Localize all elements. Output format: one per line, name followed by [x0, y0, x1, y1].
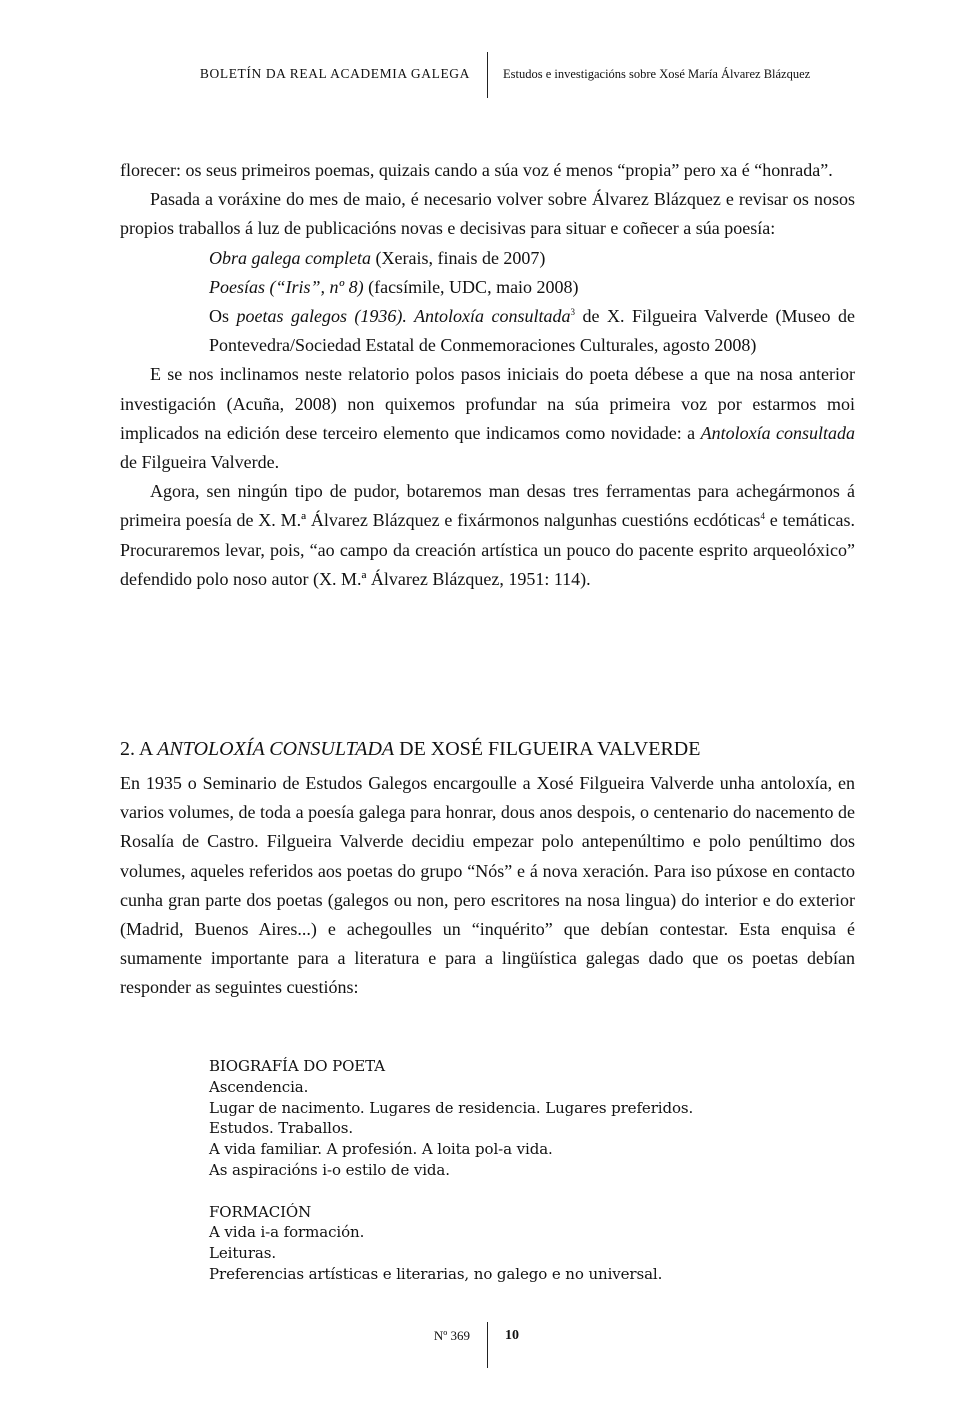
publication-item: Os poetas galegos (1936). Antoloxía consultada$^3$ de X. Filgueira Valverde (Museo de Pontevedra/Sociedad Estatal de Conmemoraciones Culturales, agosto 2008) [209, 306, 855, 356]
footer-divider [487, 1322, 488, 1368]
questionnaire-item: Preferencias artísticas e literarias, no galego e no universal. [209, 1264, 663, 1283]
paragraph: Agora, sen ningún tipo de pudor, botaremos man desas tres ferramentas para achegármonos á primeira poesía de X. M.ª Álvarez Blázquez e fixármonos nalgunhas cuestións ecdóticas$^4$ e temáticas. Procuraremos levar, pois, “ao campo da creación artística un pouco do pacente esprito arqueolóxico” defendido polo noso autor (X. M.ª Álvarez Blázquez, 1951: 114). [120, 481, 855, 589]
publication-item: Poesías (“Iris”, nº 8) (facsímile, UDC, maio 2008) [209, 276, 579, 297]
paragraph: E se nos inclinamos neste relatorio polos pasos iniciais do poeta débese a que na nosa anterior investigación (Acuña, 2008) non quixemos profundar na súa primeira voz por estarmos moi implicados na edición dese terceiro elemento que indicamos como novidade: a Antoloxía consultada de Filgueira Valverde. [120, 364, 855, 473]
questionnaire-item: Lugar de nacimento. Lugares de residencia. Lugares preferidos. [209, 1098, 694, 1117]
paragraph: En 1935 o Seminario de Estudos Galegos encargoulle a Xosé Filgueira Valverde unha antoloxía, en varios volumes, de toda a poesía galega para honrar, dous anos despois, o centenario do nacemento de Rosalía de Castro. Filgueira Valverde decidiu empezar polo antepenúltimo e polo penúltimo dos volumes, aqueles referidos aos poetas do grupo “Nós” e á nova xeración. Para iso púxose en contacto cunha gran parte dos poetas (galegos ou non, pero escritores na nosa lingua) do interior e do exterior (Madrid, Buenos Aires...) e achegoulles un “inquérito” que debían contestar. Esta enquisa é sumamente importante para a literatura e para a lingüística galegas dado que os poetas debían responder as seguintes cuestións: [120, 773, 855, 998]
questionnaire-item: As aspiracións i-o estilo de vida. [209, 1160, 450, 1179]
questionnaire-item: Ascendencia. [209, 1077, 309, 1096]
paragraph: Pasada a voráxine do mes de maio, é necesario volver sobre Álvarez Blázquez e revisar os nosos propios traballos á luz de publicacións novas e decisivas para situar e coñecer a súa poesía: [120, 189, 855, 239]
questionnaire-item: Leituras. [209, 1244, 277, 1263]
questionnaire-item: A vida familiar. A profesión. A loita pol-a vida. [209, 1140, 553, 1159]
questionnaire [209, 1056, 693, 1285]
questionnaire-item: Estudos. Traballos. [209, 1119, 354, 1138]
publication-item: Obra galega completa (Xerais, finais de 2007) [209, 247, 546, 268]
publication-list [209, 244, 855, 361]
section-title: Estudos e investigacións sobre Xosé María Álvarez Blázquez [503, 67, 811, 81]
running-header [0, 50, 975, 100]
issue-number: Nº 369 [433, 1328, 470, 1343]
text-block-1 [120, 156, 855, 594]
header-divider [487, 52, 488, 98]
paragraph-continuation: florecer: os seus primeiros poemas, quizais cando a súa voz é menos “propia” pero xa é “honrada”. [120, 160, 833, 180]
text-block-2 [120, 769, 855, 1003]
section-heading: 2. A ANTOLOXÍA CONSULTADA DE XOSÉ FILGUEIRA VALVERDE [120, 738, 701, 760]
questionnaire-heading: FORMACIÓN [209, 1202, 312, 1221]
journal-title: BOLETÍN DA REAL ACADEMIA GALEGA [199, 66, 470, 81]
page-number: 10 [505, 1328, 519, 1343]
footnote-ref[interactable]: 3 [570, 307, 576, 318]
questionnaire-item: A vida i-a formación. [209, 1223, 365, 1242]
footnote-ref[interactable]: 4 [760, 511, 765, 522]
questionnaire-heading: BIOGRAFÍA DO POETA [209, 1057, 385, 1075]
spacer [209, 1181, 693, 1202]
page-footer [0, 1320, 975, 1370]
